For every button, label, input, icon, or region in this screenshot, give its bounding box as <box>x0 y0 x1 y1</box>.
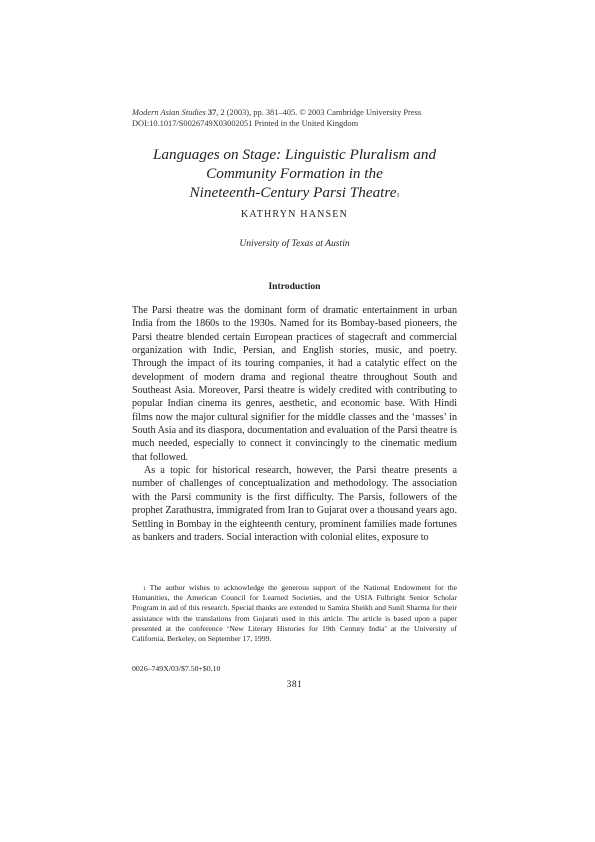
issue-pages: , 2 (2003), pp. 381–405. © 2003 Cambridge University Press <box>216 108 422 117</box>
title-line-1: Languages on Stage: Linguistic Pluralism and <box>152 146 437 163</box>
author-name: KATHRYN HANSEN <box>240 209 349 220</box>
footnote <box>132 583 457 644</box>
journal-citation <box>132 107 457 129</box>
title-line-3: Nineteenth-Century Parsi Theatre <box>189 184 397 201</box>
body-text <box>132 304 457 544</box>
author-affiliation: University of Texas at Austin <box>239 238 350 249</box>
journal-volume: 37 <box>207 108 217 117</box>
body-paragraph-1: The Parsi theatre was the dominant form of dramatic entertainment in urban India from the 1860s to the 1930s. Named for its Bombay-based pioneers, the Parsi theatre blended certain European practices of stagecraft and commercial organization with Indic, Persian, and English stories, music, and poetry. Through the impact of its touring companies, it had a catalytic effect on the development of modern drama and regional theatre throughout South and Southeast Asia. Moreover, Parsi theatre is widely credited with contributing to popular Indian cinema its genres, aesthetic, and economic base. With Hindi films now the major cultural signifier for the middle classes and the ‘masses’ in South Asia and its diaspora, documentation and evaluation of the Parsi theatre is much needed, especially to connect it convincingly to the cinematic medium that followed. <box>132 305 457 463</box>
body-paragraph-2: As a topic for historical research, however, the Parsi theatre presents a number of challenges of conceptualization and methodology. The association with the Parsi community is the first difficulty. The Parsis, followers of the prophet Zarathustra, immigrated from Iran to Gujarat over a thousand years ago. Settling in Bombay in the eighteenth century, prominent families made fortunes as bankers and traders. Social interaction with colonial elites, exposure to <box>132 465 457 543</box>
issn-line: 0026–749X/03/$7.50+$0.10 <box>132 664 221 673</box>
title-line-2: Community Formation in the <box>206 165 383 182</box>
page-number: 381 <box>286 680 303 690</box>
footnote-marker: 1 <box>143 586 146 592</box>
doi-line: DOI:10.1017/S0026749X03002051 Printed in the United Kingdom <box>132 119 359 128</box>
article-title <box>132 145 457 202</box>
footnote-paragraph <box>132 583 457 644</box>
title-footnote-marker[interactable]: 1 <box>396 193 400 199</box>
footnote-text: The author wishes to acknowledge the generous support of the National Endowment for the Humanities, the American Council for Learned Societies, and the USIA Fulbright Senior Scholar Program in aid of this research. Special thanks are extended to Samira Sheikh and Sunil Sharma for their assistance with the translations from Gujarati used in this article. The article is based upon a paper presented at the conference ‘New Literary Histories for 19th Century India’ at the University of California, Berkeley, on September 17, 1999. <box>132 583 457 644</box>
journal-name: Modern Asian Studies <box>132 108 206 117</box>
citation-line <box>132 107 457 118</box>
section-heading: Introduction <box>268 281 321 292</box>
title-line-3-wrap <box>132 183 457 202</box>
